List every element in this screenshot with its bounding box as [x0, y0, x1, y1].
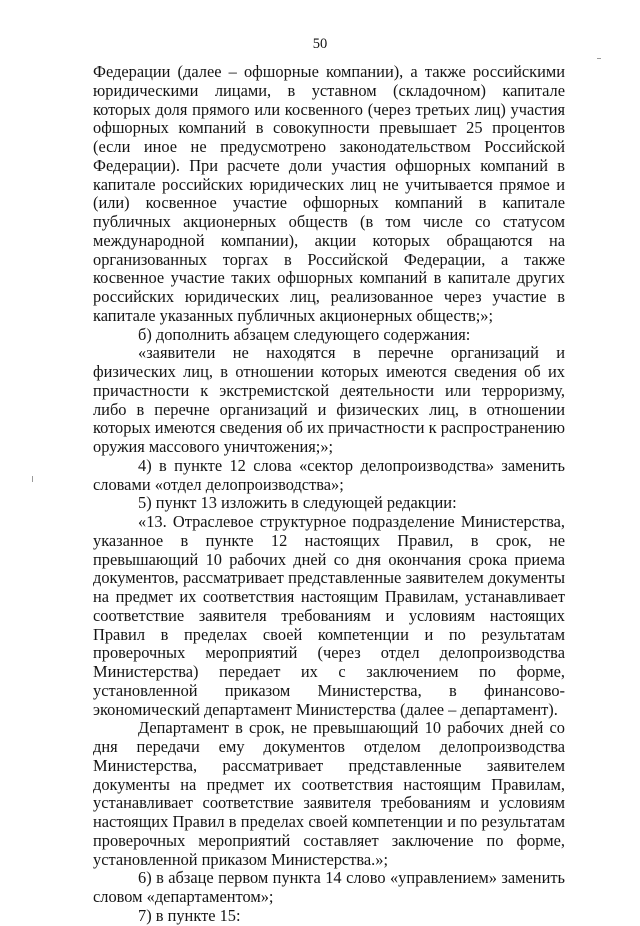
- document-body: [93, 63, 565, 926]
- paragraph-2: б) дополнить абзацем следующего содержания:: [138, 324, 471, 344]
- scan-mark-top-right: [597, 58, 601, 59]
- paragraph-8: 6) в абзаце первом пункта 14 слово «управлением» заменить словом «департаментом»;: [93, 868, 565, 906]
- paragraph-3: «заявители не находятся в перечне организаций и физических лиц, в отношении которых имеются сведения об их причастности к экстремистской деятельности или терроризму, либо в перечне организаций и физических лиц, в отношении которых имеются сведения об их причастности к распространению оружия массового уничтожения;»;: [93, 343, 565, 456]
- paragraph-9: 7) в пункте 15:: [138, 905, 241, 925]
- paragraph-7: Департамент в срок, не превышающий 10 рабочих дней со дня передачи ему документов отделом делопроизводства Министерства, рассматривает представленные заявителем документы на предмет их соответствия настоящим Правилам, устанавливает соответствие заявителя требованиям и условиям настоящих Правил в пределах своей компетенции и по результатам проверочных мероприятий составляет заключение по форме, установленной приказом Министерства.»;: [93, 718, 565, 869]
- paragraph-1: Федерации (далее – офшорные компании), а также российскими юридическими лицами, в уставном (складочном) капитале которых доля прямого или косвенного (через третьих лиц) участия офшорных компаний в совокупности превышает 25 процентов (если иное не предусмотрено законодательством Российской Федерации). При расчете доли участия офшорных компаний в капитале российских юридических лиц не учитывается прямое и (или) косвенное участие офшорных компаний в капитале публичных акционерных обществ (в том числе со статусом международной компании), акции которых обращаются на организованных торгах в Российской Федерации, а также косвенное участие таких офшорных компаний в капитале других российских юридических лиц, реализованное через участие в капитале указанных публичных акционерных обществ;»;: [93, 62, 565, 325]
- page-number: 50: [312, 36, 328, 52]
- paragraph-5: 5) пункт 13 изложить в следующей редакции:: [138, 493, 457, 513]
- paragraph-6: «13. Отраслевое структурное подразделение Министерства, указанное в пункте 12 настоящих Правил, в срок, не превышающий 10 рабочих дней со дня окончания срока приема документов, рассматривает представленные заявителем документы на предмет их соответствия настоящим Правилам, устанавливает соответствие заявителя требованиям и условиям настоящих Правил в пределах своей компетенции и по результатам проверочных мероприятий (через отдел делопроизводства Министерства) передает их с заключением по форме, установленной приказом Министерства, в финансово-экономический департамент Министерства (далее – департамент).: [93, 512, 565, 719]
- scan-mark-left-margin: [32, 476, 33, 482]
- paragraph-4: 4) в пункте 12 слова «сектор делопроизводства» заменить словами «отдел делопроизводства»;: [93, 455, 565, 494]
